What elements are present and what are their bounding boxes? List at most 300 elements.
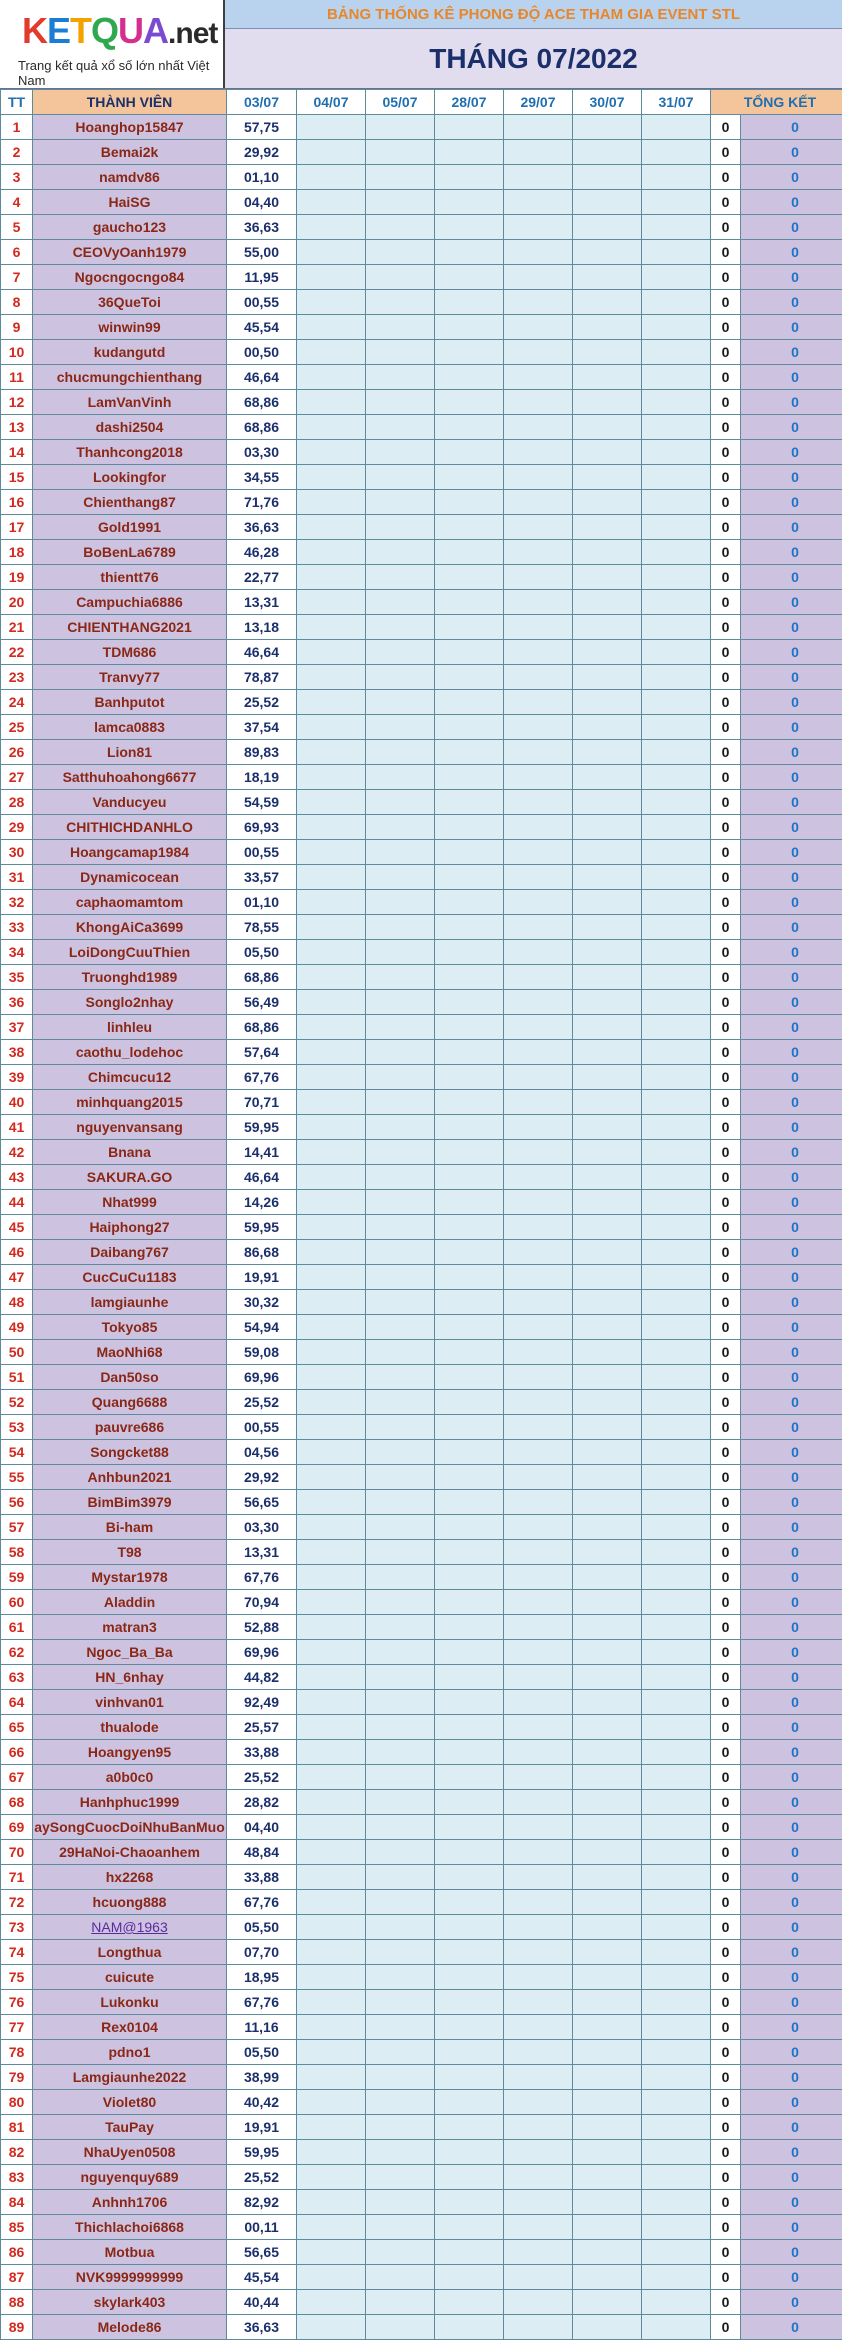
empty-date-cell <box>297 1515 366 1540</box>
empty-date-cell <box>435 565 504 590</box>
empty-date-cell <box>435 490 504 515</box>
empty-date-cell <box>573 2165 642 2190</box>
empty-date-cell <box>573 1940 642 1965</box>
table-row <box>1 1140 842 1165</box>
score-cell: 67,76 <box>227 1890 297 1915</box>
total-cell: 0 <box>741 990 842 1015</box>
zero-cell: 0 <box>711 1715 741 1740</box>
table-row <box>1 815 842 840</box>
total-cell: 0 <box>741 1990 842 2015</box>
table-row <box>1 1115 842 1140</box>
member-name: namdv86 <box>33 165 227 190</box>
empty-date-cell <box>642 2190 711 2215</box>
empty-date-cell <box>504 1740 573 1765</box>
logo-letter: K <box>22 10 47 52</box>
empty-date-cell <box>435 640 504 665</box>
row-number: 77 <box>1 2015 33 2040</box>
total-cell: 0 <box>741 1840 842 1865</box>
empty-date-cell <box>642 1865 711 1890</box>
empty-date-cell <box>297 590 366 615</box>
empty-date-cell <box>573 465 642 490</box>
empty-date-cell <box>642 1915 711 1940</box>
empty-date-cell <box>504 2165 573 2190</box>
sheet-title: THÁNG 07/2022 <box>225 29 842 88</box>
zero-cell: 0 <box>711 665 741 690</box>
empty-date-cell <box>366 590 435 615</box>
zero-cell: 0 <box>711 615 741 640</box>
empty-date-cell <box>573 1840 642 1865</box>
total-cell: 0 <box>741 790 842 815</box>
member-name-link[interactable]: NAM@1963 <box>33 1915 227 1940</box>
empty-date-cell <box>366 2265 435 2290</box>
zero-cell: 0 <box>711 1340 741 1365</box>
empty-date-cell <box>435 215 504 240</box>
empty-date-cell <box>642 2265 711 2290</box>
table-row <box>1 1065 842 1090</box>
zero-cell: 0 <box>711 2315 741 2340</box>
empty-date-cell <box>504 1940 573 1965</box>
total-cell: 0 <box>741 1940 842 1965</box>
empty-date-cell <box>297 2115 366 2140</box>
score-cell: 54,59 <box>227 790 297 815</box>
table-row <box>1 1840 842 1865</box>
col-header-date: 31/07 <box>642 90 711 115</box>
table-row <box>1 2240 842 2265</box>
empty-date-cell <box>642 915 711 940</box>
empty-date-cell <box>435 140 504 165</box>
empty-date-cell <box>642 2240 711 2265</box>
row-number: 64 <box>1 1690 33 1715</box>
empty-date-cell <box>297 365 366 390</box>
empty-date-cell <box>573 165 642 190</box>
empty-date-cell <box>435 590 504 615</box>
member-name: Hoangyen95 <box>33 1740 227 1765</box>
zero-cell: 0 <box>711 465 741 490</box>
score-cell: 40,44 <box>227 2290 297 2315</box>
empty-date-cell <box>573 540 642 565</box>
zero-cell: 0 <box>711 2290 741 2315</box>
empty-date-cell <box>366 215 435 240</box>
table-row <box>1 2165 842 2190</box>
zero-cell: 0 <box>711 2215 741 2240</box>
empty-date-cell <box>366 1940 435 1965</box>
empty-date-cell <box>297 1115 366 1140</box>
zero-cell: 0 <box>711 2165 741 2190</box>
empty-date-cell <box>297 1240 366 1265</box>
table-row <box>1 840 842 865</box>
empty-date-cell <box>435 365 504 390</box>
zero-cell: 0 <box>711 1965 741 1990</box>
row-number: 78 <box>1 2040 33 2065</box>
logo-letter: Q <box>91 10 118 52</box>
empty-date-cell <box>366 1240 435 1265</box>
empty-date-cell <box>435 1015 504 1040</box>
empty-date-cell <box>366 515 435 540</box>
row-number: 22 <box>1 640 33 665</box>
total-cell: 0 <box>741 765 842 790</box>
member-name: Bi-ham <box>33 1515 227 1540</box>
empty-date-cell <box>504 2190 573 2215</box>
empty-date-cell <box>642 1190 711 1215</box>
score-cell: 78,87 <box>227 665 297 690</box>
row-number: 72 <box>1 1890 33 1915</box>
empty-date-cell <box>504 315 573 340</box>
member-name: lamca0883 <box>33 715 227 740</box>
row-number: 41 <box>1 1115 33 1140</box>
col-header-total: TỔNG KẾT <box>711 90 842 115</box>
empty-date-cell <box>366 1490 435 1515</box>
empty-date-cell <box>366 915 435 940</box>
zero-cell: 0 <box>711 740 741 765</box>
score-cell: 57,64 <box>227 1040 297 1065</box>
empty-date-cell <box>504 415 573 440</box>
score-cell: 25,52 <box>227 1765 297 1790</box>
total-cell: 0 <box>741 490 842 515</box>
table-row <box>1 440 842 465</box>
score-cell: 05,50 <box>227 2040 297 2065</box>
empty-date-cell <box>504 1690 573 1715</box>
total-cell: 0 <box>741 1565 842 1590</box>
zero-cell: 0 <box>711 565 741 590</box>
empty-date-cell <box>366 1840 435 1865</box>
score-cell: 67,76 <box>227 1990 297 2015</box>
table-row <box>1 1440 842 1465</box>
total-cell: 0 <box>741 1015 842 1040</box>
empty-date-cell <box>297 315 366 340</box>
row-number: 66 <box>1 1740 33 1765</box>
total-cell: 0 <box>741 215 842 240</box>
row-number: 54 <box>1 1440 33 1465</box>
empty-date-cell <box>435 865 504 890</box>
table-row <box>1 1390 842 1415</box>
empty-date-cell <box>504 1790 573 1815</box>
empty-date-cell <box>642 1890 711 1915</box>
zero-cell: 0 <box>711 1615 741 1640</box>
empty-date-cell <box>642 2090 711 2115</box>
empty-date-cell <box>504 1390 573 1415</box>
empty-date-cell <box>366 2065 435 2090</box>
empty-date-cell <box>642 440 711 465</box>
zero-cell: 0 <box>711 815 741 840</box>
empty-date-cell <box>366 2190 435 2215</box>
member-name: nguyenquy689 <box>33 2165 227 2190</box>
zero-cell: 0 <box>711 515 741 540</box>
row-number: 35 <box>1 965 33 990</box>
empty-date-cell <box>297 1715 366 1740</box>
empty-date-cell <box>573 1765 642 1790</box>
stats-table <box>0 89 842 2340</box>
score-cell: 69,93 <box>227 815 297 840</box>
zero-cell: 0 <box>711 2065 741 2090</box>
empty-date-cell <box>366 1090 435 1115</box>
total-cell: 0 <box>741 265 842 290</box>
empty-date-cell <box>435 1040 504 1065</box>
zero-cell: 0 <box>711 1865 741 1890</box>
table-row <box>1 2265 842 2290</box>
empty-date-cell <box>504 2215 573 2240</box>
empty-date-cell <box>573 1215 642 1240</box>
score-cell: 05,50 <box>227 1915 297 1940</box>
empty-date-cell <box>366 115 435 140</box>
table-row <box>1 1040 842 1065</box>
zero-cell: 0 <box>711 940 741 965</box>
empty-date-cell <box>435 1140 504 1165</box>
empty-date-cell <box>573 1165 642 1190</box>
empty-date-cell <box>642 1265 711 1290</box>
empty-date-cell <box>297 840 366 865</box>
empty-date-cell <box>573 1540 642 1565</box>
empty-date-cell <box>435 1915 504 1940</box>
empty-date-cell <box>297 240 366 265</box>
table-row <box>1 615 842 640</box>
ketqua-logo[interactable] <box>0 0 225 88</box>
row-number: 43 <box>1 1165 33 1190</box>
table-row <box>1 165 842 190</box>
empty-date-cell <box>297 1065 366 1090</box>
logo-tagline: Trang kết quả xổ số lớn nhất Việt Nam <box>18 58 223 88</box>
empty-date-cell <box>297 1990 366 2015</box>
empty-date-cell <box>435 1940 504 1965</box>
table-row <box>1 215 842 240</box>
member-name: Chimcucu12 <box>33 1065 227 1090</box>
empty-date-cell <box>573 2015 642 2040</box>
empty-date-cell <box>435 290 504 315</box>
empty-date-cell <box>642 1315 711 1340</box>
empty-date-cell <box>366 1965 435 1990</box>
empty-date-cell <box>642 1965 711 1990</box>
empty-date-cell <box>435 340 504 365</box>
zero-cell: 0 <box>711 1465 741 1490</box>
table-row <box>1 1240 842 1265</box>
empty-date-cell <box>573 665 642 690</box>
score-cell: 19,91 <box>227 1265 297 1290</box>
empty-date-cell <box>297 1790 366 1815</box>
empty-date-cell <box>504 265 573 290</box>
total-cell: 0 <box>741 1240 842 1265</box>
row-number: 40 <box>1 1090 33 1115</box>
empty-date-cell <box>504 1565 573 1590</box>
zero-cell: 0 <box>711 165 741 190</box>
table-row <box>1 1765 842 1790</box>
empty-date-cell <box>504 915 573 940</box>
empty-date-cell <box>297 615 366 640</box>
score-cell: 46,64 <box>227 1165 297 1190</box>
score-cell: 45,54 <box>227 2265 297 2290</box>
row-number: 74 <box>1 1940 33 1965</box>
empty-date-cell <box>297 265 366 290</box>
empty-date-cell <box>573 1915 642 1940</box>
row-number: 50 <box>1 1340 33 1365</box>
total-cell: 0 <box>741 590 842 615</box>
zero-cell: 0 <box>711 715 741 740</box>
empty-date-cell <box>642 690 711 715</box>
score-cell: 00,55 <box>227 840 297 865</box>
row-number: 15 <box>1 465 33 490</box>
empty-date-cell <box>642 2040 711 2065</box>
empty-date-cell <box>504 1665 573 1690</box>
member-name: CHIENTHANG2021 <box>33 615 227 640</box>
empty-date-cell <box>297 1540 366 1565</box>
row-number: 4 <box>1 190 33 215</box>
member-name: HaiSG <box>33 190 227 215</box>
empty-date-cell <box>642 1340 711 1365</box>
score-cell: 46,64 <box>227 365 297 390</box>
empty-date-cell <box>366 2240 435 2265</box>
total-cell: 0 <box>741 1390 842 1415</box>
empty-date-cell <box>435 465 504 490</box>
score-cell: 11,95 <box>227 265 297 290</box>
empty-date-cell <box>573 1465 642 1490</box>
member-name: MaoNhi68 <box>33 1340 227 1365</box>
total-cell: 0 <box>741 2165 842 2190</box>
row-number: 61 <box>1 1615 33 1640</box>
empty-date-cell <box>435 1315 504 1340</box>
empty-date-cell <box>366 1515 435 1540</box>
zero-cell: 0 <box>711 840 741 865</box>
empty-date-cell <box>297 340 366 365</box>
empty-date-cell <box>642 765 711 790</box>
table-row <box>1 1615 842 1640</box>
empty-date-cell <box>642 315 711 340</box>
empty-date-cell <box>297 940 366 965</box>
total-cell: 0 <box>741 2215 842 2240</box>
member-name: Anhnh1706 <box>33 2190 227 2215</box>
empty-date-cell <box>435 840 504 865</box>
total-cell: 0 <box>741 2015 842 2040</box>
score-cell: 67,76 <box>227 1065 297 1090</box>
row-number: 29 <box>1 815 33 840</box>
empty-date-cell <box>504 365 573 390</box>
score-cell: 14,41 <box>227 1140 297 1165</box>
empty-date-cell <box>435 165 504 190</box>
empty-date-cell <box>297 2040 366 2065</box>
empty-date-cell <box>504 340 573 365</box>
empty-date-cell <box>573 1340 642 1365</box>
empty-date-cell <box>366 890 435 915</box>
empty-date-cell <box>573 2040 642 2065</box>
empty-date-cell <box>573 1190 642 1215</box>
empty-date-cell <box>573 515 642 540</box>
empty-date-cell <box>435 1865 504 1890</box>
empty-date-cell <box>297 715 366 740</box>
empty-date-cell <box>297 890 366 915</box>
score-cell: 56,65 <box>227 2240 297 2265</box>
empty-date-cell <box>642 715 711 740</box>
table-row <box>1 515 842 540</box>
empty-date-cell <box>573 1890 642 1915</box>
score-cell: 29,92 <box>227 140 297 165</box>
member-name: LamVanVinh <box>33 390 227 415</box>
score-cell: 33,57 <box>227 865 297 890</box>
score-cell: 59,95 <box>227 1215 297 1240</box>
empty-date-cell <box>297 1215 366 1240</box>
row-number: 81 <box>1 2115 33 2140</box>
empty-date-cell <box>297 665 366 690</box>
empty-date-cell <box>642 2290 711 2315</box>
total-cell: 0 <box>741 1440 842 1465</box>
empty-date-cell <box>504 1490 573 1515</box>
score-cell: 68,86 <box>227 1015 297 1040</box>
row-number: 71 <box>1 1865 33 1890</box>
table-row <box>1 1365 842 1390</box>
empty-date-cell <box>297 990 366 1015</box>
empty-date-cell <box>573 1265 642 1290</box>
member-name: Vanducyeu <box>33 790 227 815</box>
empty-date-cell <box>573 265 642 290</box>
member-name: Lamgiaunhe2022 <box>33 2065 227 2090</box>
row-number: 44 <box>1 1190 33 1215</box>
empty-date-cell <box>642 1165 711 1190</box>
empty-date-cell <box>366 1340 435 1365</box>
score-cell: 55,00 <box>227 240 297 265</box>
empty-date-cell <box>435 1665 504 1690</box>
total-cell: 0 <box>741 1165 842 1190</box>
member-name: SAKURA.GO <box>33 1165 227 1190</box>
empty-date-cell <box>366 315 435 340</box>
score-cell: 01,10 <box>227 165 297 190</box>
empty-date-cell <box>297 965 366 990</box>
table-row <box>1 1915 842 1940</box>
total-cell: 0 <box>741 1265 842 1290</box>
empty-date-cell <box>366 265 435 290</box>
total-cell: 0 <box>741 315 842 340</box>
empty-date-cell <box>573 1415 642 1440</box>
empty-date-cell <box>435 615 504 640</box>
empty-date-cell <box>297 515 366 540</box>
empty-date-cell <box>642 515 711 540</box>
member-name: winwin99 <box>33 315 227 340</box>
total-cell: 0 <box>741 415 842 440</box>
table-row <box>1 115 842 140</box>
row-number: 12 <box>1 390 33 415</box>
row-number: 49 <box>1 1315 33 1340</box>
zero-cell: 0 <box>711 340 741 365</box>
score-cell: 19,91 <box>227 2115 297 2140</box>
empty-date-cell <box>435 2265 504 2290</box>
zero-cell: 0 <box>711 1690 741 1715</box>
zero-cell: 0 <box>711 490 741 515</box>
empty-date-cell <box>573 1115 642 1140</box>
zero-cell: 0 <box>711 1565 741 1590</box>
total-cell: 0 <box>741 1815 842 1840</box>
score-cell: 56,65 <box>227 1490 297 1515</box>
empty-date-cell <box>366 790 435 815</box>
empty-date-cell <box>435 1840 504 1865</box>
zero-cell: 0 <box>711 690 741 715</box>
empty-date-cell <box>504 1115 573 1140</box>
total-cell: 0 <box>741 1065 842 1090</box>
empty-date-cell <box>366 740 435 765</box>
empty-date-cell <box>366 2315 435 2340</box>
empty-date-cell <box>642 340 711 365</box>
empty-date-cell <box>504 1990 573 2015</box>
score-cell: 59,95 <box>227 2140 297 2165</box>
empty-date-cell <box>297 2065 366 2090</box>
score-cell: 07,70 <box>227 1940 297 1965</box>
empty-date-cell <box>573 2140 642 2165</box>
empty-date-cell <box>504 1340 573 1365</box>
empty-date-cell <box>435 2015 504 2040</box>
row-number: 27 <box>1 765 33 790</box>
table-row <box>1 415 842 440</box>
zero-cell: 0 <box>711 1290 741 1315</box>
empty-date-cell <box>642 2065 711 2090</box>
empty-date-cell <box>504 2040 573 2065</box>
empty-date-cell <box>573 640 642 665</box>
row-number: 33 <box>1 915 33 940</box>
total-cell: 0 <box>741 565 842 590</box>
member-name: skylark403 <box>33 2290 227 2315</box>
